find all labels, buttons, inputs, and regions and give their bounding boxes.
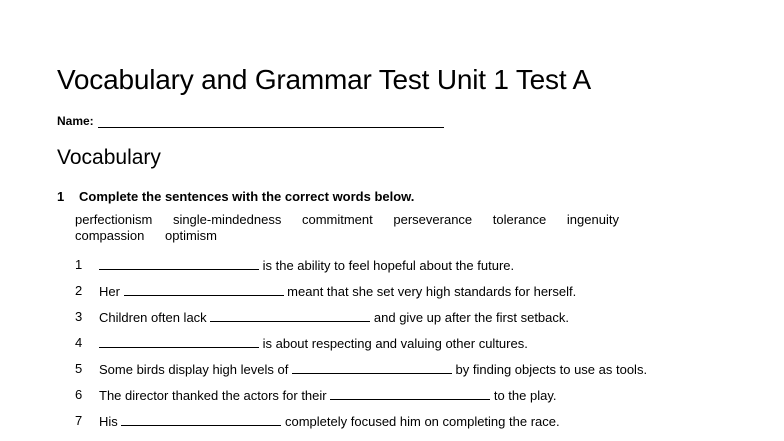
sentence-number: 4 xyxy=(75,335,83,350)
sentence-number: 2 xyxy=(75,283,83,298)
word-bank-item: ingenuity xyxy=(566,212,619,227)
sentence-text-before: His xyxy=(99,414,122,429)
sentence-text xyxy=(99,387,556,403)
section-heading: Vocabulary xyxy=(57,146,161,169)
name-label: Name: xyxy=(57,114,94,128)
answer-blank xyxy=(99,335,259,348)
sentence-number: 7 xyxy=(75,413,83,428)
answer-blank xyxy=(124,283,284,296)
word-bank-item: perfectionism xyxy=(75,212,153,227)
sentence-text-before: Some birds display high levels of xyxy=(99,362,292,377)
sentence-text-after: to the play. xyxy=(490,388,557,403)
page-title: Vocabulary and Grammar Test Unit 1 Test A xyxy=(57,64,591,95)
word-bank xyxy=(75,212,715,244)
answer-blank xyxy=(292,361,452,374)
sentence-text-after: by finding objects to use as tools. xyxy=(451,362,648,377)
sentence-text xyxy=(99,413,560,429)
sentence-text-after: completely focused him on completing the race. xyxy=(281,414,560,429)
sentence-text xyxy=(99,335,528,351)
sentence-number: 6 xyxy=(75,387,83,402)
exercise-instruction-text: Complete the sentences with the correct words below. xyxy=(79,189,415,204)
sentence-text-before: The director thanked the actors for their xyxy=(99,388,331,403)
sentence-text-after: and give up after the first setback. xyxy=(370,310,570,325)
sentence-text-before: Her xyxy=(99,284,124,299)
answer-blank xyxy=(99,257,259,270)
sentence-text xyxy=(99,283,576,299)
sentence-text-after: is about respecting and valuing other cultures. xyxy=(259,336,528,351)
answer-blank xyxy=(121,413,281,426)
sentence-text xyxy=(99,257,514,273)
word-bank-item: compassion xyxy=(75,228,145,243)
word-bank-item: single-mindedness xyxy=(172,212,282,227)
sentence-number: 1 xyxy=(75,257,83,272)
sentence-text xyxy=(99,309,569,325)
word-bank-item: commitment xyxy=(301,212,373,227)
exercise-number: 1 xyxy=(57,189,65,204)
answer-blank xyxy=(210,309,370,322)
sentence-text xyxy=(99,361,647,377)
exercise-instruction xyxy=(57,189,414,204)
sentence-text-after: is the ability to feel hopeful about the future. xyxy=(259,258,515,273)
name-blank-line xyxy=(98,114,444,128)
name-field-row xyxy=(57,114,444,128)
answer-blank xyxy=(330,387,490,400)
word-bank-item: optimism xyxy=(165,228,218,243)
sentence-text-after: meant that she set very high standards for herself. xyxy=(283,284,577,299)
sentence-text-before: Children often lack xyxy=(99,310,211,325)
sentence-number: 3 xyxy=(75,309,83,324)
word-bank-item: tolerance xyxy=(492,212,547,227)
sentence-number: 5 xyxy=(75,361,83,376)
word-bank-item: perseverance xyxy=(393,212,473,227)
